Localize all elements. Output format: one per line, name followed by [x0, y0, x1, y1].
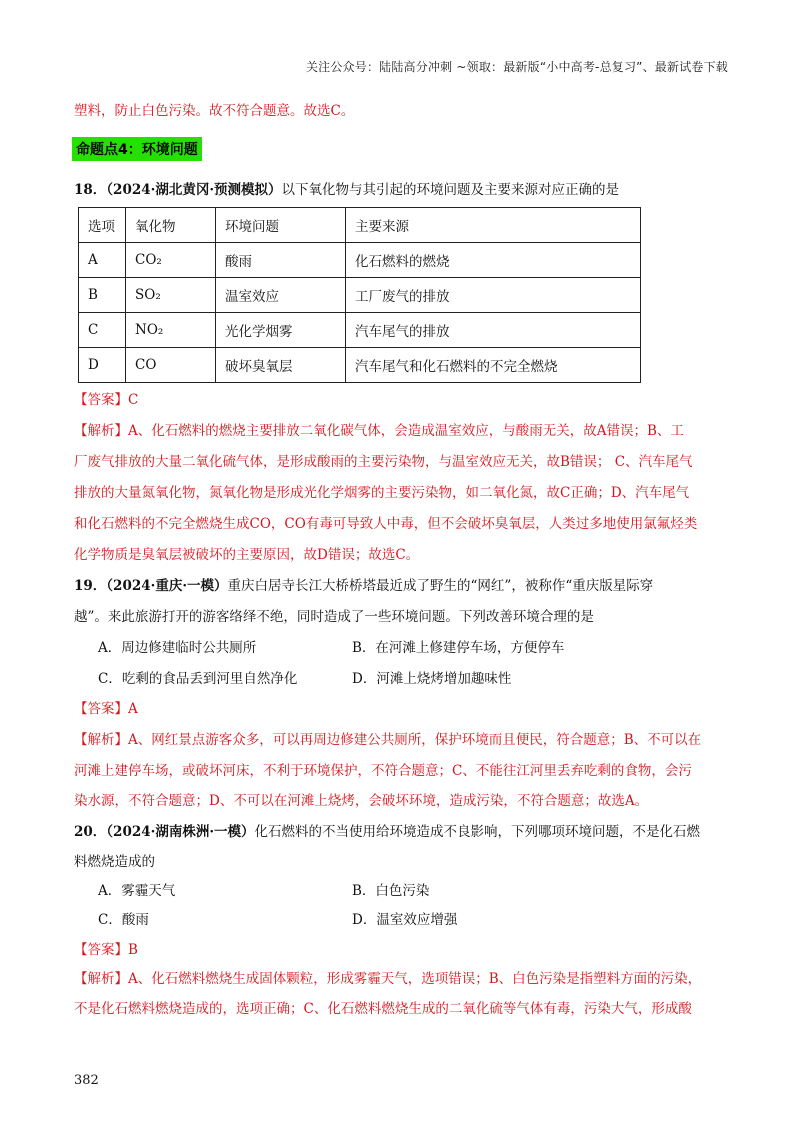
analysis-18-line: 和化石燃料的不完全燃烧生成CO，CO有毒可导致人中毒，但不会破坏臭氧层，人类过多地使用氯氟烃类: [74, 516, 698, 532]
analysis-18-line: 化学物质是臭氧层被破坏的主要原因，故D错误；故选C。: [74, 547, 420, 563]
option-a: A．雾霾天气: [98, 883, 176, 899]
topic-heading: 命题点4：环境问题: [72, 137, 202, 161]
analysis-18-line: 厂废气排放的大量二氧化硫气体，是形成酸雨的主要污染物，与温室效应无关，故B错误； C、汽车尾气: [74, 454, 693, 470]
analysis-19-line: 【解析】A、网红景点游客众多，可以再周边修建公共厕所，保护环境而且便民，符合题意；B、不可以在: [74, 732, 702, 748]
table-cell: 破坏臭氧层: [216, 348, 346, 383]
table-header-cell: 主要来源: [346, 208, 641, 243]
analysis-19-line: 染水源，不符合题意；D、不可以在河滩上烧烤，会破坏环境，造成污染，不符合题意；故选A。: [74, 793, 649, 809]
question-number: 20．: [74, 824, 107, 840]
table-header-cell: 氧化物: [126, 208, 216, 243]
option-b: B．白色污染: [352, 883, 430, 899]
question-18-stem: [74, 178, 619, 198]
table-cell: 汽车尾气和化石燃料的不完全燃烧: [346, 348, 641, 383]
table-cell: C: [79, 313, 126, 348]
analysis-19-line: 河滩上建停车场，或破坏河床，不利于环境保护，不符合题意；C、不能往江河里丢弃吃剩的食物，会污: [74, 763, 692, 779]
table-row: [79, 348, 641, 383]
table-cell: NO₂: [126, 313, 216, 348]
option-c: C．酸雨: [98, 912, 149, 928]
question-text: 化石燃料的不当使用给环境造成不良影响，下列哪项环境问题，不是化石燃: [254, 824, 701, 840]
table-cell: CO: [126, 348, 216, 383]
question-source: （2024·湖北黄冈·预测模拟）: [106, 182, 282, 198]
table-cell: 化石燃料的燃烧: [346, 243, 641, 278]
table-row: [79, 313, 641, 348]
table-cell: B: [79, 278, 126, 313]
previous-analysis-tail: 塑料，防止白色污染。故不符合题意。故选C。: [74, 103, 355, 119]
page-header: 关注公众号：陆陆高分冲刺 ~领取：最新版“小中高考-总复习”、最新试卷下载: [305, 60, 728, 74]
table-row: [79, 278, 641, 313]
table-header-cell: 选项: [79, 208, 126, 243]
question-text: 以下氧化物与其引起的环境问题及主要来源对应正确的是: [281, 182, 620, 198]
table-cell: SO₂: [126, 278, 216, 313]
question-number: 19．: [74, 578, 107, 594]
question-source: （2024·湖南株洲·一模）: [106, 824, 255, 840]
table-cell: CO₂: [126, 243, 216, 278]
analysis-20-line: 不是化石燃料燃烧造成的，选项正确；C、化石燃料燃烧生成的二氧化硫等气体有毒，污染大气，形成酸: [74, 1001, 692, 1017]
question-20-stem-cont: 料燃烧造成的: [74, 854, 155, 870]
table-cell: 酸雨: [216, 243, 346, 278]
answer-19: 【答案】A: [74, 701, 138, 717]
analysis-18-line: 【解析】A、化石燃料的燃烧主要排放二氧化碳气体，会造成温室效应，与酸雨无关，故A错误；B、工: [74, 423, 684, 439]
question-19-stem: [74, 574, 653, 594]
table-cell: 温室效应: [216, 278, 346, 313]
table-cell: A: [79, 243, 126, 278]
option-d: D．河滩上烧烤增加趣味性: [352, 671, 512, 687]
table-cell: 光化学烟雾: [216, 313, 346, 348]
option-b: B．在河滩上修建停车场，方便停车: [352, 640, 565, 656]
oxide-table: [78, 207, 641, 383]
table-header-cell: 环境问题: [216, 208, 346, 243]
question-19-stem-cont: 越”。来此旅游打开的游客络绎不绝，同时造成了一些环境问题。下列改善环境合理的是: [74, 609, 594, 625]
question-20-stem: [74, 820, 700, 840]
analysis-20-line: 【解析】A、化石燃料燃烧生成固体颗粒，形成雾霾天气，选项错误；B、白色污染是指塑料方面的污染，: [74, 971, 702, 987]
question-number: 18．: [74, 182, 107, 198]
table-cell: 工厂废气的排放: [346, 278, 641, 313]
page-number: 382: [74, 1073, 99, 1088]
question-source: （2024·重庆·一模）: [106, 578, 228, 594]
answer-18: 【答案】C: [74, 392, 139, 408]
table-row: [79, 243, 641, 278]
table-header-row: [79, 208, 641, 243]
table-cell: 汽车尾气的排放: [346, 313, 641, 348]
question-text: 重庆白居寺长江大桥桥塔最近成了野生的“网红”，被称作“重庆版星际穿: [227, 578, 654, 594]
table-cell: D: [79, 348, 126, 383]
answer-20: 【答案】B: [74, 942, 138, 958]
option-d: D．温室效应增强: [352, 912, 458, 928]
option-c: C．吃剩的食品丢到河里自然净化: [98, 671, 298, 687]
option-a: A．周边修建临时公共厕所: [98, 640, 257, 656]
analysis-18-line: 排放的大量氮氧化物，氮氧化物是形成光化学烟雾的主要污染物，如二氧化氮，故C正确；D、汽车尾气: [74, 485, 690, 501]
